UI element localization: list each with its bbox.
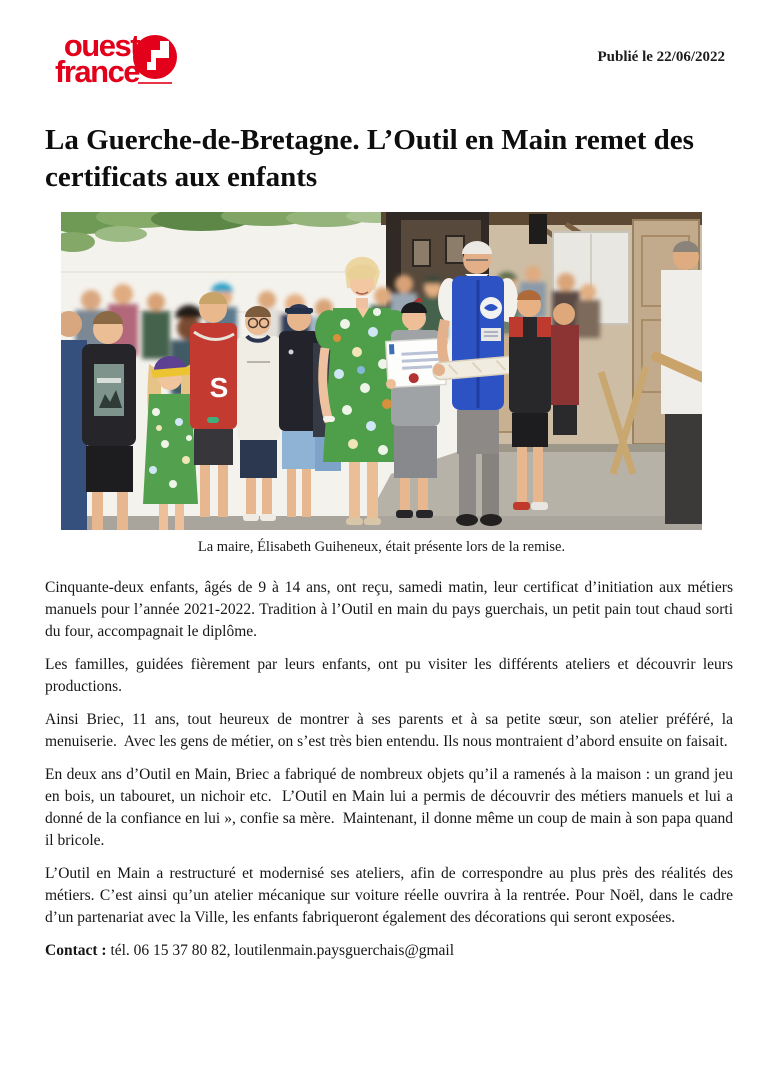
published-date: Publié le 22/06/2022 [597, 49, 725, 65]
ouest-france-logo-text [55, 28, 140, 89]
paragraph-5: L’Outil en Main a restructuré et modernisé ses ateliers, afin de correspondre au plus près des réalités des métiers. C’est ainsi qu’un atelier mécanique sur voiture réelle ouvrira à la rentrée. Pour Noël, dans le cadre d’un partenariat avec la Ville, les enfants fabriqueront également des décorations qui seront exposées. [45, 865, 733, 926]
paragraph-1: Cinquante-deux enfants, âgés de 9 à 14 ans, ont reçu, samedi matin, leur certificat d’initiation aux métiers manuels pour l’année 2021-2022. Tradition à l’Outil en main du pays guerchais, un petit pain tout chaud sorti du four, accompagnait le diplôme. [45, 579, 733, 640]
svg-text:S: S [209, 372, 229, 403]
contact-text: tél. 06 15 37 80 82, loutilenmain.paysguerchais@gmail [110, 942, 455, 959]
article-title: La Guerche-de-Bretagne. L’Outil en Main remet des certificats aux enfants [45, 124, 694, 194]
logo-line-ouest: ouest [63, 28, 140, 63]
photo-caption: La maire, Élisabeth Guiheneux, était présente lors de la remise. [197, 539, 566, 555]
paragraph-3: Ainsi Briec, 11 ans, tout heureux de montrer à ses parents et à sa petite sœur, son atelier préféré, la menuiserie. Avec les gens de métier, on s’est très bien entendu. Ils nous montraient d’abord ensuite on faisait. [45, 711, 733, 750]
ouest-france-logo [55, 28, 178, 89]
paragraph-2: Les familles, guidées fièrement par leurs enfants, ont pu visiter les différents ateliers et découvrir leurs productions. [45, 656, 733, 695]
article-photo [61, 212, 702, 556]
article-photo-illustration [61, 212, 702, 530]
masthead [55, 28, 725, 89]
logo-line-france: france [55, 53, 140, 89]
contact-label: Contact : [45, 942, 107, 959]
contact-line [45, 940, 733, 962]
paragraph-4: En deux ans d’Outil en Main, Briec a fabriqué de nombreux objets qu’il a ramenés à la maison : un grand jeu en bois, un tabouret, un nichoir etc. L’Outil en Main lui a permis de découvrir des métiers manuels et lui a donné de la confiance en lui », confie sa mère. Maintenant, il donne même un coup de main à son papa quand il bricole. [45, 766, 733, 849]
article-body [45, 577, 733, 973]
logo-tagline-micro-text [138, 82, 172, 84]
